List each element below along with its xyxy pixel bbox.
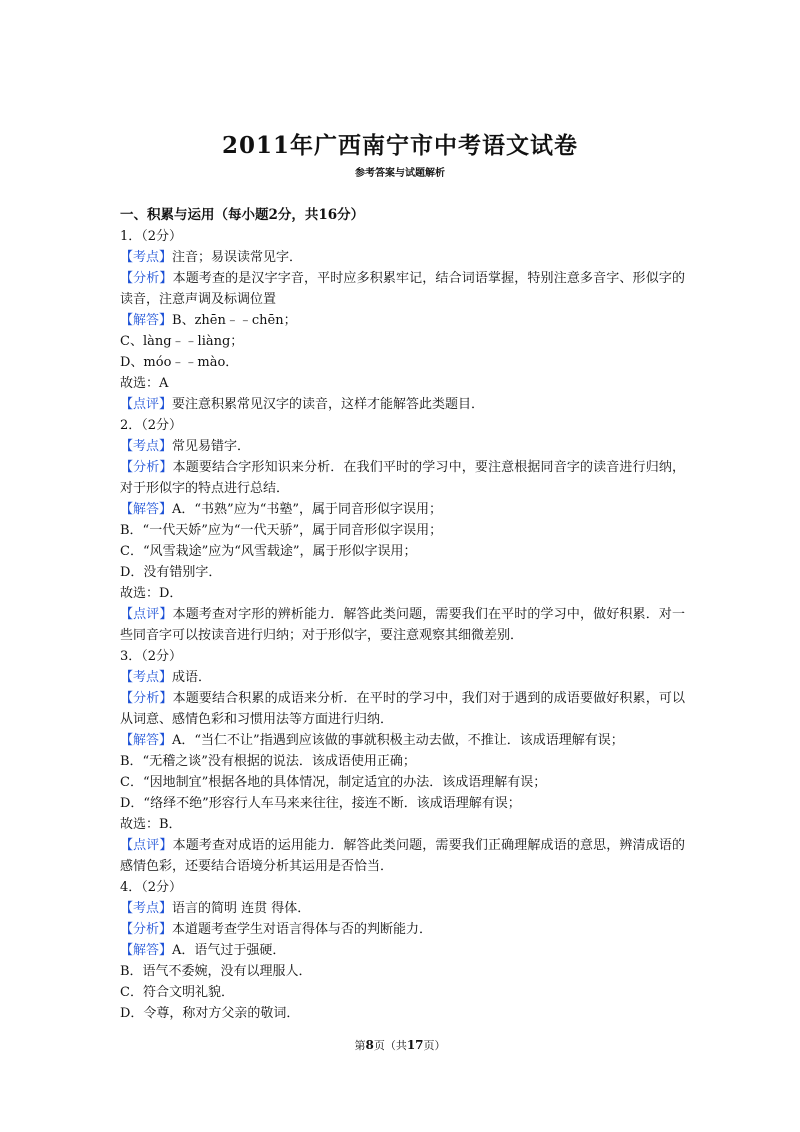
content-line [120, 919, 685, 940]
section-tag: 【分析】 [120, 691, 173, 706]
line-text: B．“一代天娇”应为“一代天骄”，属于同音形似字误用； [120, 523, 443, 538]
line-text: 注音；易误读常见字． [172, 250, 303, 265]
content-line [120, 688, 685, 730]
line-text: D．没有错别字． [120, 565, 222, 580]
section-tag: 【考点】 [120, 670, 173, 685]
section-tag: 【解答】 [120, 943, 173, 958]
line-text: 本题考查的是汉字字音，平时应多积累牢记，结合词语掌握，特别注意多音字、形似字的读音，注意声调及标调位置 [120, 271, 685, 307]
line-text: B、zhēn﹣﹣chēn； [172, 313, 297, 328]
footer-suffix: 页） [423, 1039, 446, 1052]
content-line [120, 751, 685, 772]
section-tag: 【解答】 [120, 502, 173, 517]
line-text: C．“因地制宜”根据各地的具体情况，制定适宜的办法．该成语理解有误； [120, 775, 547, 790]
section-tag: 【考点】 [120, 250, 173, 265]
line-text: 2．（2分） [120, 418, 183, 433]
line-text: 故选：B． [120, 817, 182, 832]
line-text: A．语气过于强硬． [172, 943, 286, 958]
line-text: C．“风雪栽途”应为“风雪载途”，属于形似字误用； [120, 544, 417, 559]
section-tag: 【点评】 [120, 397, 173, 412]
content-line [120, 541, 685, 562]
content-line [120, 268, 685, 310]
section-tag: 【分析】 [120, 460, 173, 475]
content-line [120, 373, 685, 394]
section-tag: 【考点】 [120, 901, 173, 916]
content-line [120, 793, 685, 814]
document-subtitle: 参考答案与试题解析 [355, 168, 445, 179]
section-tag: 【点评】 [120, 607, 173, 622]
line-text: A．“书熟”应为“书塾”，属于同音形似字误用； [172, 502, 442, 517]
content-line [120, 436, 685, 457]
footer-prefix: 第 [354, 1039, 366, 1052]
content-line [120, 1003, 685, 1024]
line-text: 成语． [172, 670, 212, 685]
line-text: B．“无稽之谈”没有根据的说法．该成语使用正确； [120, 754, 416, 769]
section-tag: 【解答】 [120, 313, 173, 328]
content-line [120, 835, 685, 877]
content-line [120, 940, 685, 961]
content-line [120, 310, 685, 331]
line-text: 本题考查对字形的辨析能力．解答此类问题，需要我们在平时的学习中，做好积累．对一些同音字可以按读音进行归纳；对于形似字，要注意观察其细微差别． [120, 607, 685, 643]
content-line [120, 247, 685, 268]
line-text: 本题要结合积累的成语来分析．在平时的学习中，我们对于遇到的成语要做好积累，可以从词意、感情色彩和习惯用法等方面进行归纳． [120, 691, 685, 727]
content-line [120, 667, 685, 688]
line-text: 本题要结合字形知识来分析．在我们平时的学习中，要注意根据同音字的读音进行归纳，对于形似字的特点进行总结． [120, 460, 685, 496]
content-line [120, 814, 685, 835]
section-tag: 【分析】 [120, 922, 173, 937]
section-tag: 【点评】 [120, 838, 173, 853]
section-heading: 一、积累与运用（每小题2分，共16分） [120, 207, 365, 223]
content-line [120, 562, 685, 583]
line-text: 常见易错字． [172, 439, 251, 454]
content-line [120, 520, 685, 541]
line-text: D．“络绎不绝”形容行人车马来来往往，接连不断．该成语理解有误； [120, 796, 521, 811]
current-page-number: 8 [365, 1038, 374, 1052]
content-line [120, 583, 685, 604]
line-text: C．符合文明礼貌． [120, 985, 234, 1000]
page-footer [0, 1037, 800, 1053]
line-text: 故选：D． [120, 586, 183, 601]
content-line [120, 730, 685, 751]
content-line [120, 499, 685, 520]
section-tag: 【解答】 [120, 733, 173, 748]
line-text: 本题考查对成语的运用能力．解答此类问题，需要我们正确理解成语的意思，辨清成语的感情色彩，还要结合语境分析其运用是否恰当． [120, 838, 685, 874]
line-text: 4．（2分） [120, 880, 183, 895]
line-text: 3．（2分） [120, 649, 183, 664]
line-text: A．“当仁不让”指遇到应该做的事就积极主动去做，不推让．该成语理解有误； [172, 733, 624, 748]
content-line [120, 772, 685, 793]
line-text: B．语气不委婉，没有以理服人． [120, 964, 312, 979]
total-pages: 17 [406, 1038, 424, 1052]
content-line [120, 604, 685, 646]
line-text: 语言的简明 连贯 得体． [172, 901, 311, 916]
content-line [120, 457, 685, 499]
content-line [120, 331, 685, 352]
line-text: 本道题考查学生对语言得体与否的判断能力． [172, 922, 433, 937]
content-line [120, 352, 685, 373]
answer-content [120, 226, 685, 1024]
footer-mid: 页（共 [373, 1039, 407, 1052]
content-line [120, 226, 685, 247]
line-text: 故选：A [120, 376, 169, 391]
section-tag: 【分析】 [120, 271, 173, 286]
content-line [120, 982, 685, 1003]
line-text: D、móo﹣﹣mào． [120, 355, 239, 370]
document-title: 2011年广西南宁市中考语文试卷 [221, 132, 578, 159]
line-text: C、làng﹣﹣liàng； [120, 334, 244, 349]
content-line [120, 961, 685, 982]
line-text: D．令尊，称对方父亲的敬词． [120, 1006, 300, 1021]
section-tag: 【考点】 [120, 439, 173, 454]
content-line [120, 415, 685, 436]
content-line [120, 898, 685, 919]
line-text: 1．（2分） [120, 229, 183, 244]
content-line [120, 646, 685, 667]
content-line [120, 394, 685, 415]
content-line [120, 877, 685, 898]
line-text: 要注意积累常见汉字的读音，这样才能解答此类题目． [172, 397, 485, 412]
